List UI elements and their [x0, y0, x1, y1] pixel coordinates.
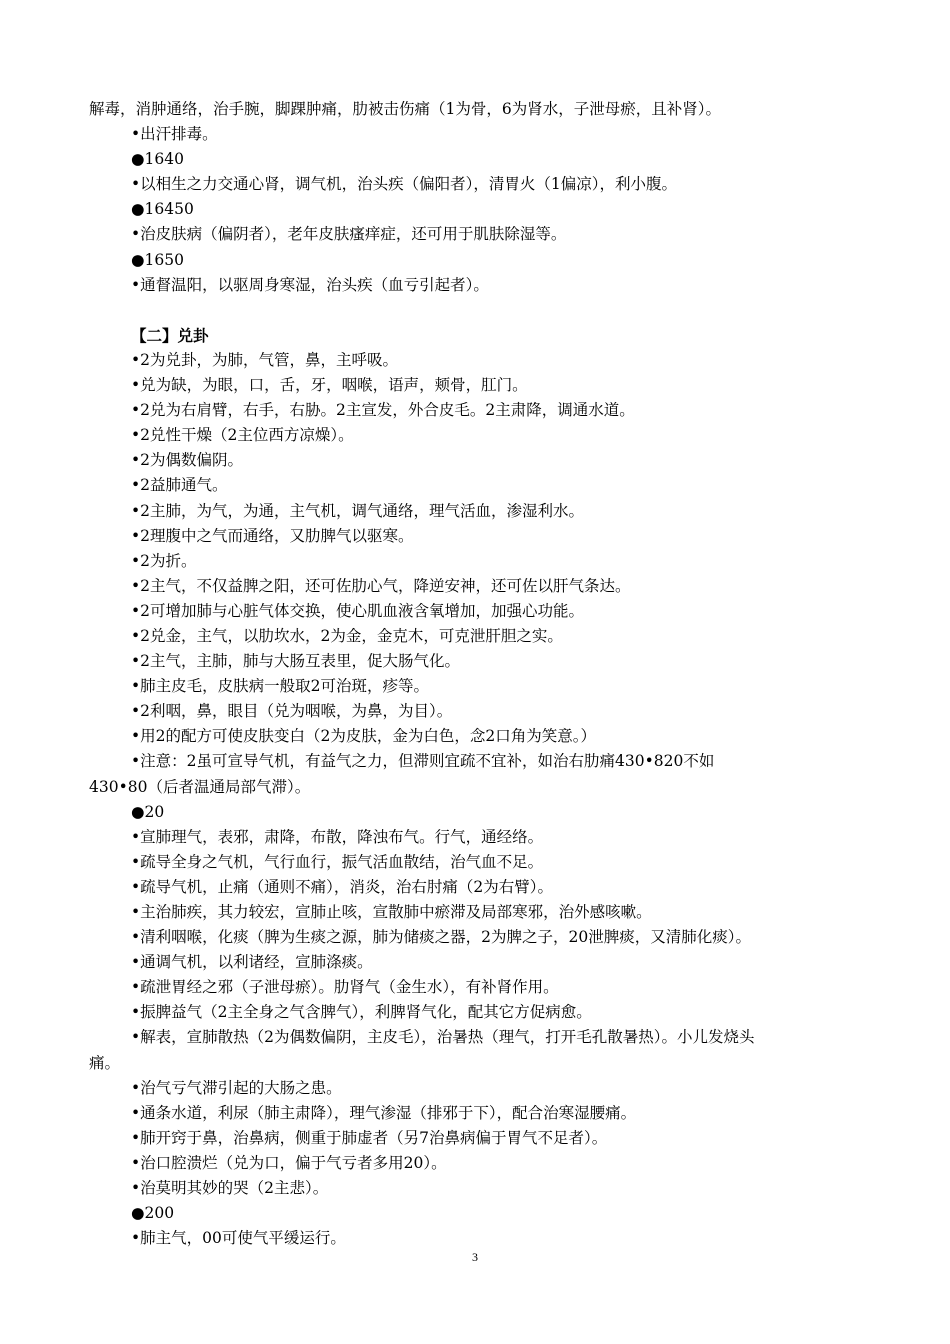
bullet-line: •肺开窍于鼻，治鼻病，侧重于肺虚者（另7治鼻病偏于胃气不足者）。	[131, 1128, 608, 1147]
bullet-line: •2兑为右肩臂，右手，右胁。2主宣发，外合皮毛。2主肃降，调通水道。	[131, 401, 635, 420]
bullet-line: •疏泄胃经之邪（子泄母瘀）。肋肾气（金生水），有补肾作用。	[131, 978, 559, 997]
bullet-line: •2为折。	[131, 551, 197, 570]
bullet-line: •2主气，主肺，肺与大肠互表里，促大肠气化。	[131, 652, 461, 671]
bullet-line: •2为兑卦，为肺，气管，鼻，主呼吸。	[131, 350, 399, 369]
bullet-line: •治气亏气滞引起的大肠之患。	[131, 1078, 342, 1097]
bullet-line: •2利咽，鼻，眼目（兑为咽喉，为鼻，为目）。	[131, 702, 453, 721]
paragraph-gap	[89, 298, 861, 323]
bullet-line: •2可增加肺与心脏气体交换，使心肌血液含氧增加，加强心功能。	[131, 601, 585, 620]
bullet-line-continued: 痛。	[89, 1053, 121, 1072]
bullet-line: •通条水道，利尿（肺主肃降），理气渗湿（排邪于下），配合治寒湿腰痛。	[131, 1103, 637, 1122]
bullet-line: •2益肺通气。	[131, 476, 228, 495]
subheading-16450: ●16450	[131, 200, 194, 219]
bullet-line: •振脾益气（2主全身之气含脾气），利脾肾气化，配其它方促病愈。	[131, 1003, 592, 1022]
note-line-continued: 430•80（后者温通局部气滞）。	[89, 777, 311, 796]
text-line: 解毒，消肿通络，治手腕，脚踝肿痛，肋被击伤痛（1为骨，6为肾水，子泄母瘀，且补肾）。	[89, 100, 721, 118]
note-line: •注意：2虽可宣导气机，有益气之力，但滞则宜疏不宜补，如治右肋痛430•820不如	[131, 752, 715, 771]
bullet-line: •治口腔溃烂（兑为口，偏于气亏者多用20）。	[131, 1153, 447, 1172]
bullet-line: •2理腹中之气而通络，又肋脾气以驱寒。	[131, 526, 414, 545]
bullet-line: •宣肺理气，表邪，肃降，布散，降浊布气。行气，通经络。	[131, 827, 544, 846]
bullet-line: •清利咽喉，化痰（脾为生痰之源，肺为储痰之器，2为脾之子，20泄脾痰，又清肺化痰）。	[131, 928, 751, 947]
bullet-line: •以相生之力交通心肾，调气机，治头疾（偏阳者），清胃火（1偏凉），利小腹。	[131, 175, 678, 194]
bullet-line: •疏导全身之气机，气行血行，振气活血散结，治气血不足。	[131, 852, 544, 871]
subheading-200: ●200	[131, 1204, 175, 1223]
bullet-line: •2主气，不仅益脾之阳，还可佐肋心气，降逆安神，还可佐以肝气条达。	[131, 576, 631, 595]
bullet-line: •2兑金，主气，以肋坎水，2为金，金克木，可克泄肝胆之实。	[131, 626, 563, 645]
bullet-line: •2为偶数偏阴。	[131, 451, 244, 470]
bullet-line: •用2的配方可使皮肤变白（2为皮肤，金为白色，念2口角为笑意。）	[131, 727, 596, 746]
bullet-line: •解表，宣肺散热（2为偶数偏阴，主皮毛），治暑热（理气，打开毛孔散暑热）。小儿发烧头	[131, 1028, 755, 1047]
bullet-line: •出汗排毒。	[131, 125, 218, 144]
subheading-1640: ●1640	[131, 150, 184, 169]
subheading-1650: ●1650	[131, 250, 184, 269]
bullet-line: •治皮肤病（偏阴者），老年皮肤瘙痒症，还可用于肌肤除湿等。	[131, 225, 567, 244]
page-number: 3	[472, 1250, 478, 1264]
subheading-20: ●20	[131, 802, 165, 821]
document-body	[89, 97, 861, 1251]
bullet-line: •主治肺疾，其力较宏，宣肺止咳，宣散肺中瘀滞及局部寒邪，治外感咳嗽。	[131, 903, 652, 921]
bullet-line: •疏导气机，止痛（通则不痛），消炎，治右肘痛（2为右臂）。	[131, 877, 554, 896]
bullet-line: •治莫明其妙的哭（2主悲）。	[131, 1179, 329, 1198]
bullet-line: •肺主皮毛，皮肤病一般取2可治斑，疹等。	[131, 677, 430, 696]
bullet-line: •兑为缺，为眼，口，舌，牙，咽喉，语声，颊骨，肛门。	[131, 376, 528, 395]
section-title: 【二】兑卦	[131, 325, 209, 345]
bullet-line: •通调气机，以利诸经，宣肺涤痰。	[131, 953, 373, 972]
bullet-line: •2兑性干燥（2主位西方凉燥）。	[131, 426, 354, 445]
bullet-line: •肺主气，00可使气平缓运行。	[131, 1229, 346, 1248]
bullet-line: •2主肺，为气，为通，主气机，调气通络，理气活血，渗湿利水。	[131, 501, 585, 520]
bullet-line: •通督温阳，以驱周身寒湿，治头疾（血亏引起者）。	[131, 275, 489, 294]
